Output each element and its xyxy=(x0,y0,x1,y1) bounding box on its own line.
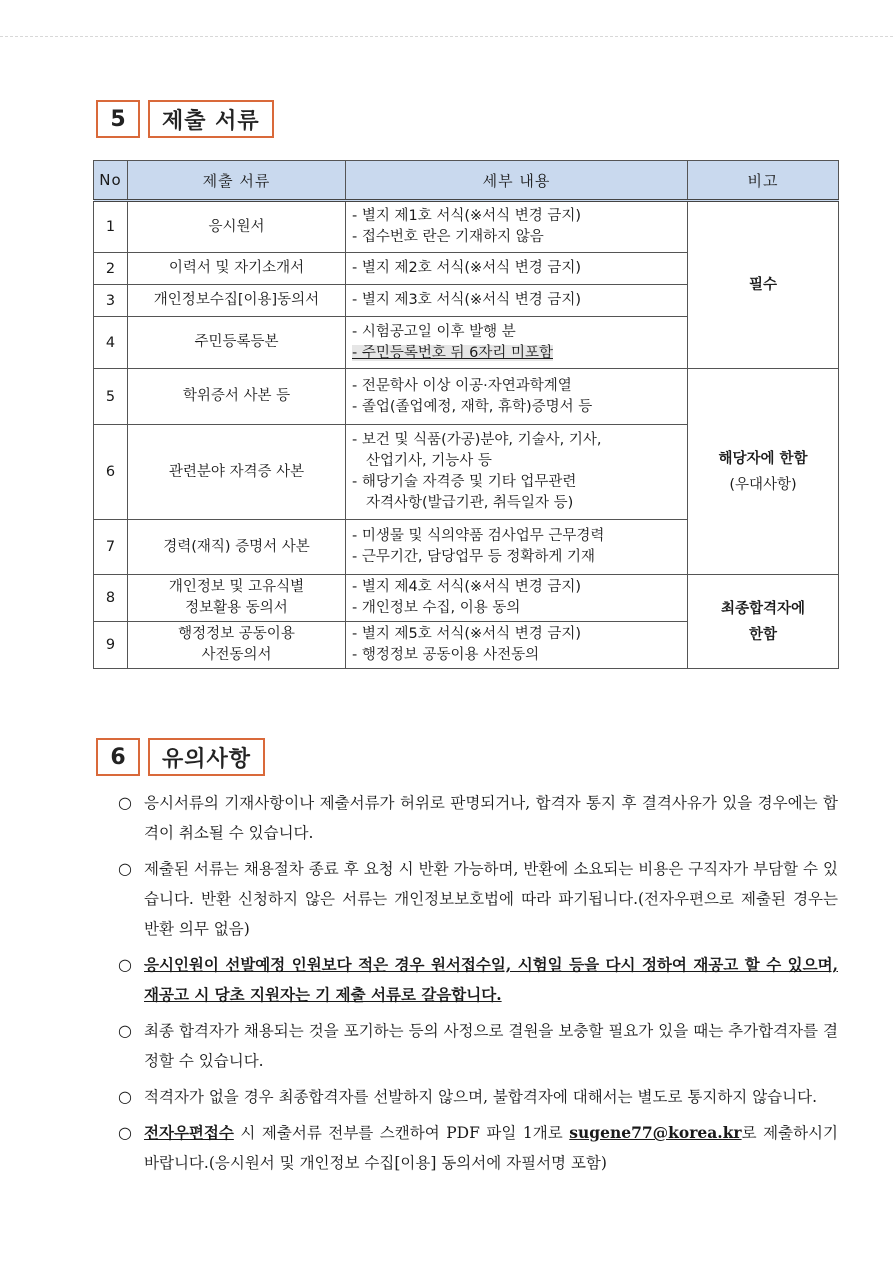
row-doc xyxy=(128,201,346,253)
list-item xyxy=(118,1118,838,1178)
list-item xyxy=(118,854,838,944)
detail-line: - 시험공고일 이후 발행 분 xyxy=(352,323,516,340)
doc-line: 주민등록등본 xyxy=(194,334,279,350)
note-applicable-line2: (우대사항) xyxy=(729,476,797,493)
detail-line: - 개인정보 수집, 이용 동의 xyxy=(352,600,521,616)
detail-line: - 별지 제1호 서식(※서식 변경 금지) xyxy=(352,208,582,224)
doc-line: 학위증서 사본 등 xyxy=(182,388,291,404)
detail-line: - 접수번호 란은 기재하지 않음 xyxy=(352,229,544,245)
row-no: 3 xyxy=(94,285,128,317)
note-required: 필수 xyxy=(688,201,839,369)
section-5-title: 제출 서류 xyxy=(148,100,274,138)
detail-line: - 별지 제3호 서식(※서식 변경 금지) xyxy=(352,292,582,308)
row-no: 1 xyxy=(94,201,128,253)
bullet-circle-icon: ○ xyxy=(118,1087,132,1106)
email-submission-label: 전자우편접수 xyxy=(144,1123,234,1142)
header-note: 비고 xyxy=(688,161,839,201)
detail-line: - 전문학사 이상 이공·자연과학계열 xyxy=(352,377,572,394)
row-no: 7 xyxy=(94,520,128,575)
notice-text: 응시서류의 기재사항이나 제출서류가 허위로 판명되거나, 합격자 통지 후 결격사유가 있을 경우에는 합격이 취소될 수 있습니다. xyxy=(144,794,838,842)
row-no: 8 xyxy=(94,575,128,622)
row-no: 6 xyxy=(94,425,128,520)
row-detail xyxy=(346,520,688,575)
row-doc xyxy=(128,425,346,520)
notice-text-emphasized: 응시인원이 선발예정 인원보다 적은 경우 원서접수일, 시험일 등을 다시 정하여 재공고 할 수 있으며, 재공고 시 당초 지원자는 기 제출 서류로 갈음합니다. xyxy=(144,955,838,1004)
list-item xyxy=(118,788,838,848)
row-detail xyxy=(346,317,688,369)
row-detail xyxy=(346,369,688,425)
notice-text: 적격자가 없을 경우 최종합격자를 선발하지 않으며, 불합격자에 대해서는 별도로 통지하지 않습니다. xyxy=(144,1088,818,1106)
note-final xyxy=(688,575,839,669)
detail-line-highlight xyxy=(352,343,681,364)
table-row xyxy=(94,201,839,253)
doc-line: 사전동의서 xyxy=(201,647,272,663)
header-doc: 제출 서류 xyxy=(128,161,346,201)
doc-line: 응시원서 xyxy=(208,218,265,235)
detail-line: - 해당기술 자격증 및 기타 업무관련 xyxy=(352,474,577,490)
detail-line: - 미생물 및 식의약품 검사업무 근무경력 xyxy=(352,528,605,544)
doc-line: 행정정보 공동이용 xyxy=(178,626,295,642)
doc-line: 개인정보수집[이용]동의서 xyxy=(153,292,320,308)
list-item xyxy=(118,1082,838,1112)
detail-line: - 보건 및 식품(가공)분야, 기술사, 기사, xyxy=(352,432,602,448)
section-5-number: 5 xyxy=(96,100,140,138)
notice-text: 최종 합격자가 채용되는 것을 포기하는 등의 사정으로 결원을 보충할 필요가 있을 때는 추가합격자를 결정할 수 있습니다. xyxy=(144,1022,838,1070)
note-applicable-line1: 해당자에 한함 xyxy=(718,450,808,467)
bullet-circle-icon: ○ xyxy=(118,793,132,812)
email-instruction-text: 시 제출서류 전부를 스캔하여 PDF 파일 1개로 xyxy=(233,1124,570,1142)
detail-line: - 졸업(졸업예정, 재학, 휴학)증명서 등 xyxy=(352,398,593,415)
row-detail xyxy=(346,253,688,285)
list-item xyxy=(118,950,838,1010)
submission-documents-table xyxy=(93,160,839,669)
row-detail xyxy=(346,285,688,317)
row-doc xyxy=(128,317,346,369)
bullet-circle-icon: ○ xyxy=(118,859,132,878)
table-row xyxy=(94,575,839,622)
doc-line: 경력(재직) 증명서 사본 xyxy=(163,538,310,555)
note-final-line2: 한함 xyxy=(748,626,777,643)
email-address-link[interactable]: sugene77@korea.kr xyxy=(569,1123,742,1142)
bullet-circle-icon: ○ xyxy=(118,1021,132,1040)
list-item xyxy=(118,1016,838,1076)
notice-list xyxy=(118,788,838,1184)
notice-text: 제출된 서류는 채용절차 종료 후 요청 시 반환 가능하며, 반환에 소요되는 비용은 구직자가 부담할 수 있습니다. 반환 신청하지 않은 서류는 개인정보보호법에 따라 파기됩니다.(전자우편으로 제출된 경우는 반환 의무 없음) xyxy=(144,860,838,938)
section-5-heading xyxy=(96,100,274,138)
row-doc xyxy=(128,253,346,285)
row-no: 4 xyxy=(94,317,128,369)
doc-line: 관련분야 자격증 사본 xyxy=(168,463,305,480)
section-6-heading xyxy=(96,738,265,776)
doc-line: 이력서 및 자기소개서 xyxy=(168,260,305,276)
highlighted-text: - 주민등록번호 뒤 6자리 미포함 xyxy=(352,344,553,361)
row-no: 5 xyxy=(94,369,128,425)
detail-line: - 별지 제5호 서식(※서식 변경 금지) xyxy=(352,626,582,642)
row-no: 9 xyxy=(94,622,128,669)
detail-line: - 근무기간, 담당업무 등 정확하게 기재 xyxy=(352,549,595,565)
top-divider xyxy=(0,36,893,37)
detail-line: - 별지 제2호 서식(※서식 변경 금지) xyxy=(352,260,582,276)
row-doc xyxy=(128,285,346,317)
detail-line: 산업기사, 기능사 등 xyxy=(366,453,492,469)
detail-line: - 행정정보 공동이용 사전동의 xyxy=(352,647,540,663)
table-row xyxy=(94,369,839,425)
row-doc xyxy=(128,520,346,575)
detail-line: 자격사항(발급기관, 취득일자 등) xyxy=(366,495,574,511)
row-detail xyxy=(346,622,688,669)
header-detail: 세부 내용 xyxy=(346,161,688,201)
doc-line: 정보활용 동의서 xyxy=(185,600,288,616)
row-doc xyxy=(128,575,346,622)
note-applicable xyxy=(688,369,839,575)
detail-line: - 별지 제4호 서식(※서식 변경 금지) xyxy=(352,579,582,595)
row-doc xyxy=(128,369,346,425)
row-detail xyxy=(346,425,688,520)
section-6-number: 6 xyxy=(96,738,140,776)
row-detail xyxy=(346,201,688,253)
header-no: No xyxy=(94,161,128,201)
row-doc xyxy=(128,622,346,669)
doc-line: 개인정보 및 고유식별 xyxy=(168,579,305,595)
notice-text-email xyxy=(144,1118,838,1178)
row-detail xyxy=(346,575,688,622)
email-instruction-tail: 로 제출하시기 바랍니다.(응시원서 및 개인정보 수집[이용] 동의서에 자필서명 포함) xyxy=(144,1124,838,1172)
table-header-row xyxy=(94,161,839,201)
note-final-line1: 최종합격자에 xyxy=(720,600,806,617)
section-6-title: 유의사항 xyxy=(148,738,265,776)
bullet-circle-icon: ○ xyxy=(118,1123,132,1142)
bullet-circle-icon: ○ xyxy=(118,955,132,974)
row-no: 2 xyxy=(94,253,128,285)
